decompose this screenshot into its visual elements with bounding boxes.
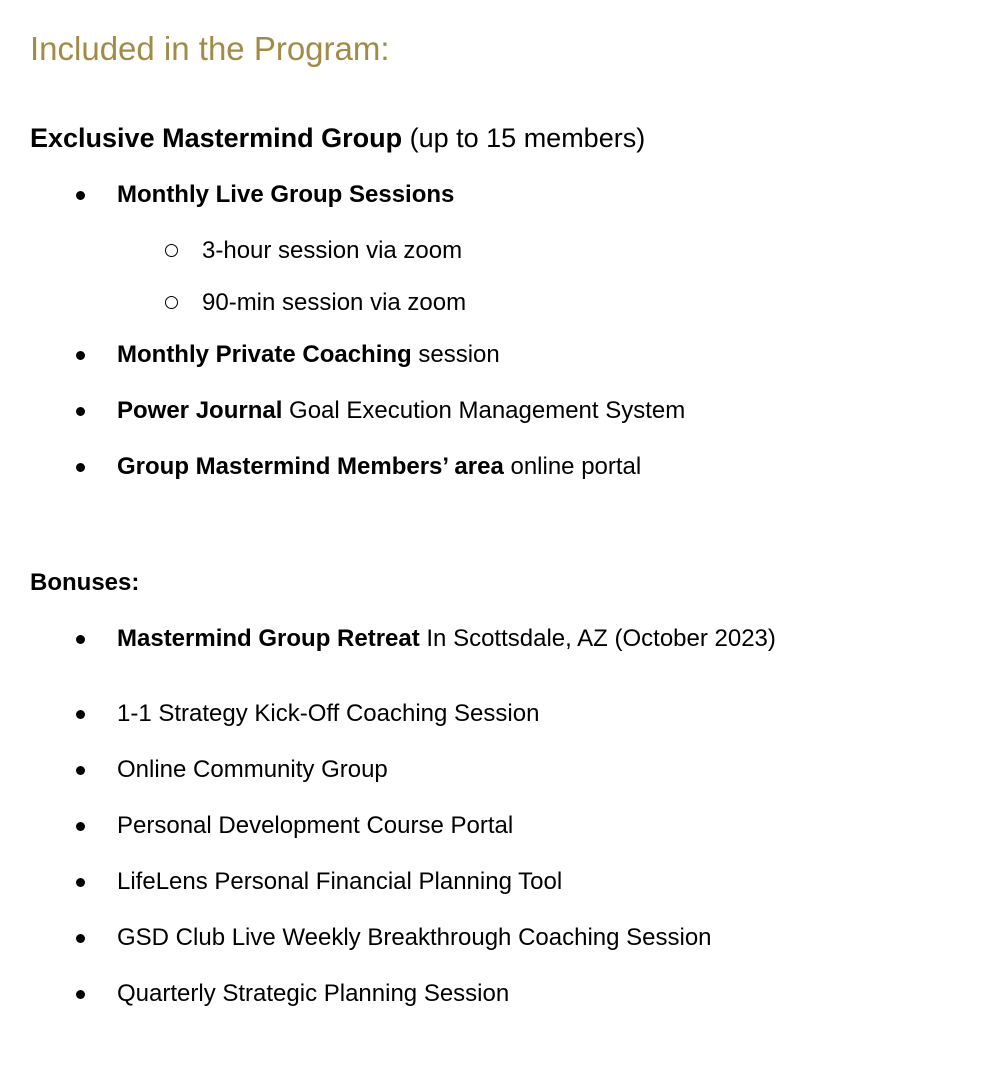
bullet-circle-icon bbox=[165, 237, 202, 257]
list-item-rest: GSD Club Live Weekly Breakthrough Coaching Session bbox=[117, 924, 712, 952]
list-item-text bbox=[117, 397, 685, 425]
list-item-rest: In Scottsdale, AZ (October 2023) bbox=[419, 625, 776, 653]
list-item-text bbox=[117, 980, 509, 1008]
list-item bbox=[76, 812, 972, 840]
list-item-rest: online portal bbox=[503, 453, 642, 481]
bullet-disc-icon bbox=[76, 980, 117, 999]
list-item-text bbox=[117, 453, 641, 481]
list-item-text bbox=[117, 812, 513, 840]
sub-list-item bbox=[165, 237, 972, 265]
list-item-text bbox=[117, 181, 454, 209]
list-item-text bbox=[117, 756, 388, 784]
bullet-disc-icon bbox=[76, 181, 117, 200]
bonuses-heading: Bonuses: bbox=[30, 569, 140, 597]
list-item-rest: Goal Execution Management System bbox=[282, 397, 686, 425]
bullet-disc-icon bbox=[76, 625, 117, 644]
sub-list bbox=[30, 237, 972, 317]
sub-list-item bbox=[165, 289, 972, 317]
bullet-disc-icon bbox=[76, 700, 117, 719]
sub-list-item-text: 3-hour session via zoom bbox=[202, 237, 463, 265]
bullet-disc-icon bbox=[76, 341, 117, 360]
bullet-circle-icon bbox=[165, 289, 202, 309]
list-item bbox=[76, 700, 972, 728]
program-title bbox=[30, 122, 972, 154]
bullet-disc-icon bbox=[76, 924, 117, 943]
program-title-rest: (up to 15 members) bbox=[402, 122, 646, 153]
list-item-text bbox=[117, 700, 539, 728]
list-item-text bbox=[117, 924, 712, 952]
list-item-text bbox=[117, 625, 776, 653]
list-item-text bbox=[117, 341, 500, 369]
list-item-bold: Monthly Live Group Sessions bbox=[117, 181, 455, 209]
list-item bbox=[76, 868, 972, 896]
list-item-bold: Mastermind Group Retreat bbox=[117, 625, 420, 653]
list-item-rest: Online Community Group bbox=[117, 756, 388, 784]
list-item-rest: session bbox=[411, 341, 500, 369]
bullet-disc-icon bbox=[76, 397, 117, 416]
program-list bbox=[30, 181, 972, 481]
bullet-disc-icon bbox=[76, 453, 117, 472]
list-item bbox=[76, 397, 972, 425]
list-item-bold: Group Mastermind Members’ area bbox=[117, 453, 504, 481]
list-item-rest: LifeLens Personal Financial Planning Tool bbox=[117, 868, 563, 896]
list-item-rest: Quarterly Strategic Planning Session bbox=[117, 980, 510, 1008]
bullet-disc-icon bbox=[76, 756, 117, 775]
list-item bbox=[76, 453, 972, 481]
list-item-rest: Personal Development Course Portal bbox=[117, 812, 514, 840]
list-item bbox=[76, 181, 972, 209]
bullet-disc-icon bbox=[76, 812, 117, 831]
bullet-disc-icon bbox=[76, 868, 117, 887]
list-item-bold: Power Journal bbox=[117, 397, 283, 425]
list-item bbox=[76, 625, 972, 653]
list-item bbox=[76, 341, 972, 369]
page-title: Included in the Program: bbox=[30, 30, 390, 67]
bonuses-list bbox=[30, 625, 972, 1008]
list-item-bold: Monthly Private Coaching bbox=[117, 341, 412, 369]
list-item bbox=[76, 924, 972, 952]
list-item bbox=[76, 980, 972, 1008]
list-item-text bbox=[117, 868, 562, 896]
program-title-bold: Exclusive Mastermind Group bbox=[30, 122, 403, 153]
list-item-rest: 1-1 Strategy Kick-Off Coaching Session bbox=[117, 700, 540, 728]
sub-list-item-text: 90-min session via zoom bbox=[202, 289, 467, 317]
list-item bbox=[76, 756, 972, 784]
